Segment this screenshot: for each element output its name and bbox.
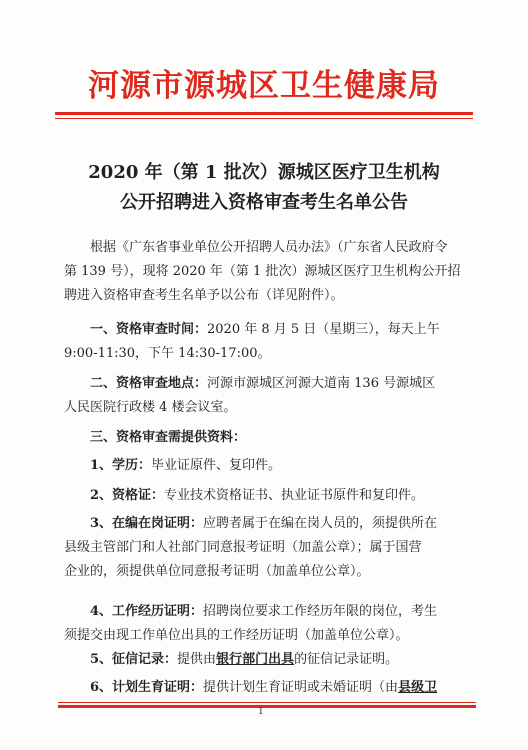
item-5-post: 的征信记录证明。 [294, 652, 399, 667]
section-3 [64, 426, 480, 450]
item-5-label: 5、征信记录： [90, 652, 178, 667]
item-5-pre: 提供由 [177, 652, 217, 667]
org-header: 河源市源城区卫生健康局 [88, 68, 440, 104]
item-6-pre: 提供计划生育证明或未婚证明（由 [203, 680, 399, 695]
item-5-emphasis: 银行部门出具 [216, 652, 295, 667]
item-3-label: 3、在编在岗证明： [90, 516, 204, 531]
item-4-line-2: 须提交由现工作单位出具的工作经历证明（加盖单位公章）。 [64, 628, 409, 643]
footer-rule-thin [58, 702, 476, 703]
item-1 [64, 454, 480, 478]
item-4-label: 4、工作经历证明： [90, 604, 204, 619]
item-6 [64, 676, 480, 700]
section-2-heading: 二、资格审查地点： [90, 376, 208, 391]
item-3-line-2: 县级主管部门和人社部门同意报考证明（加盖公章）；属于国营 [64, 540, 422, 555]
section-1 [64, 318, 480, 366]
intro-line-1: 根据《广东省事业单位公开招聘人员办法》（广东省人民政府令 [90, 240, 448, 255]
header-rule-thin [55, 118, 473, 119]
section-2 [64, 372, 480, 420]
item-1-label: 1、学历： [90, 458, 152, 473]
item-2-text: 专业技术资格证书、执业证书原件和复印件。 [164, 488, 425, 503]
section-1-line-2: 9:00-11:30，下午 14:30-17:00。 [64, 346, 271, 361]
item-2-label: 2、资格证： [90, 488, 165, 503]
section-2-line-1 [64, 372, 480, 396]
section-2-text: 河源市源城区河源大道南 136 号源城区 [207, 376, 436, 391]
section-1-line-1 [64, 318, 480, 342]
item-6-label: 6、计划生育证明： [90, 680, 204, 695]
intro-paragraph [64, 236, 480, 308]
section-1-text: 2020 年 8 月 5 日（星期三），每天上午 [207, 322, 440, 337]
item-3-text: 应聘者属于在编在岗人员的，须提供所在 [203, 516, 438, 531]
title-line-1: 2020 年（第 1 批次）源城区医疗卫生机构 [88, 162, 440, 183]
item-4 [64, 600, 480, 648]
item-2 [64, 484, 480, 508]
footer-rule-thick [58, 705, 476, 708]
header-rule-thick [55, 112, 473, 115]
item-4-text: 招聘岗位要求工作经历年限的岗位，考生 [203, 604, 438, 619]
section-1-heading: 一、资格审查时间： [90, 322, 208, 337]
item-3 [64, 512, 480, 584]
item-6-emphasis: 县级卫 [398, 680, 438, 695]
item-3-line-3: 企业的，须提供单位同意报考证明（加盖单位公章）。 [64, 564, 370, 579]
intro-line-3: 聘进入资格审查考生名单予以公布（详见附件）。 [64, 288, 344, 303]
item-1-text: 毕业证原件、复印件。 [151, 458, 282, 473]
page-number: 1 [258, 707, 264, 717]
section-2-line-2: 人民医院行政楼 4 楼会议室。 [64, 400, 237, 415]
intro-line-2: 第 139 号），现将 2020 年（第 1 批次）源城区医疗卫生机构公开招 [64, 264, 461, 279]
item-5 [64, 648, 480, 672]
section-3-heading: 三、资格审查需提供资料： [90, 430, 247, 445]
title-line-2: 公开招聘进入资格审查考生名单公告 [120, 192, 408, 213]
